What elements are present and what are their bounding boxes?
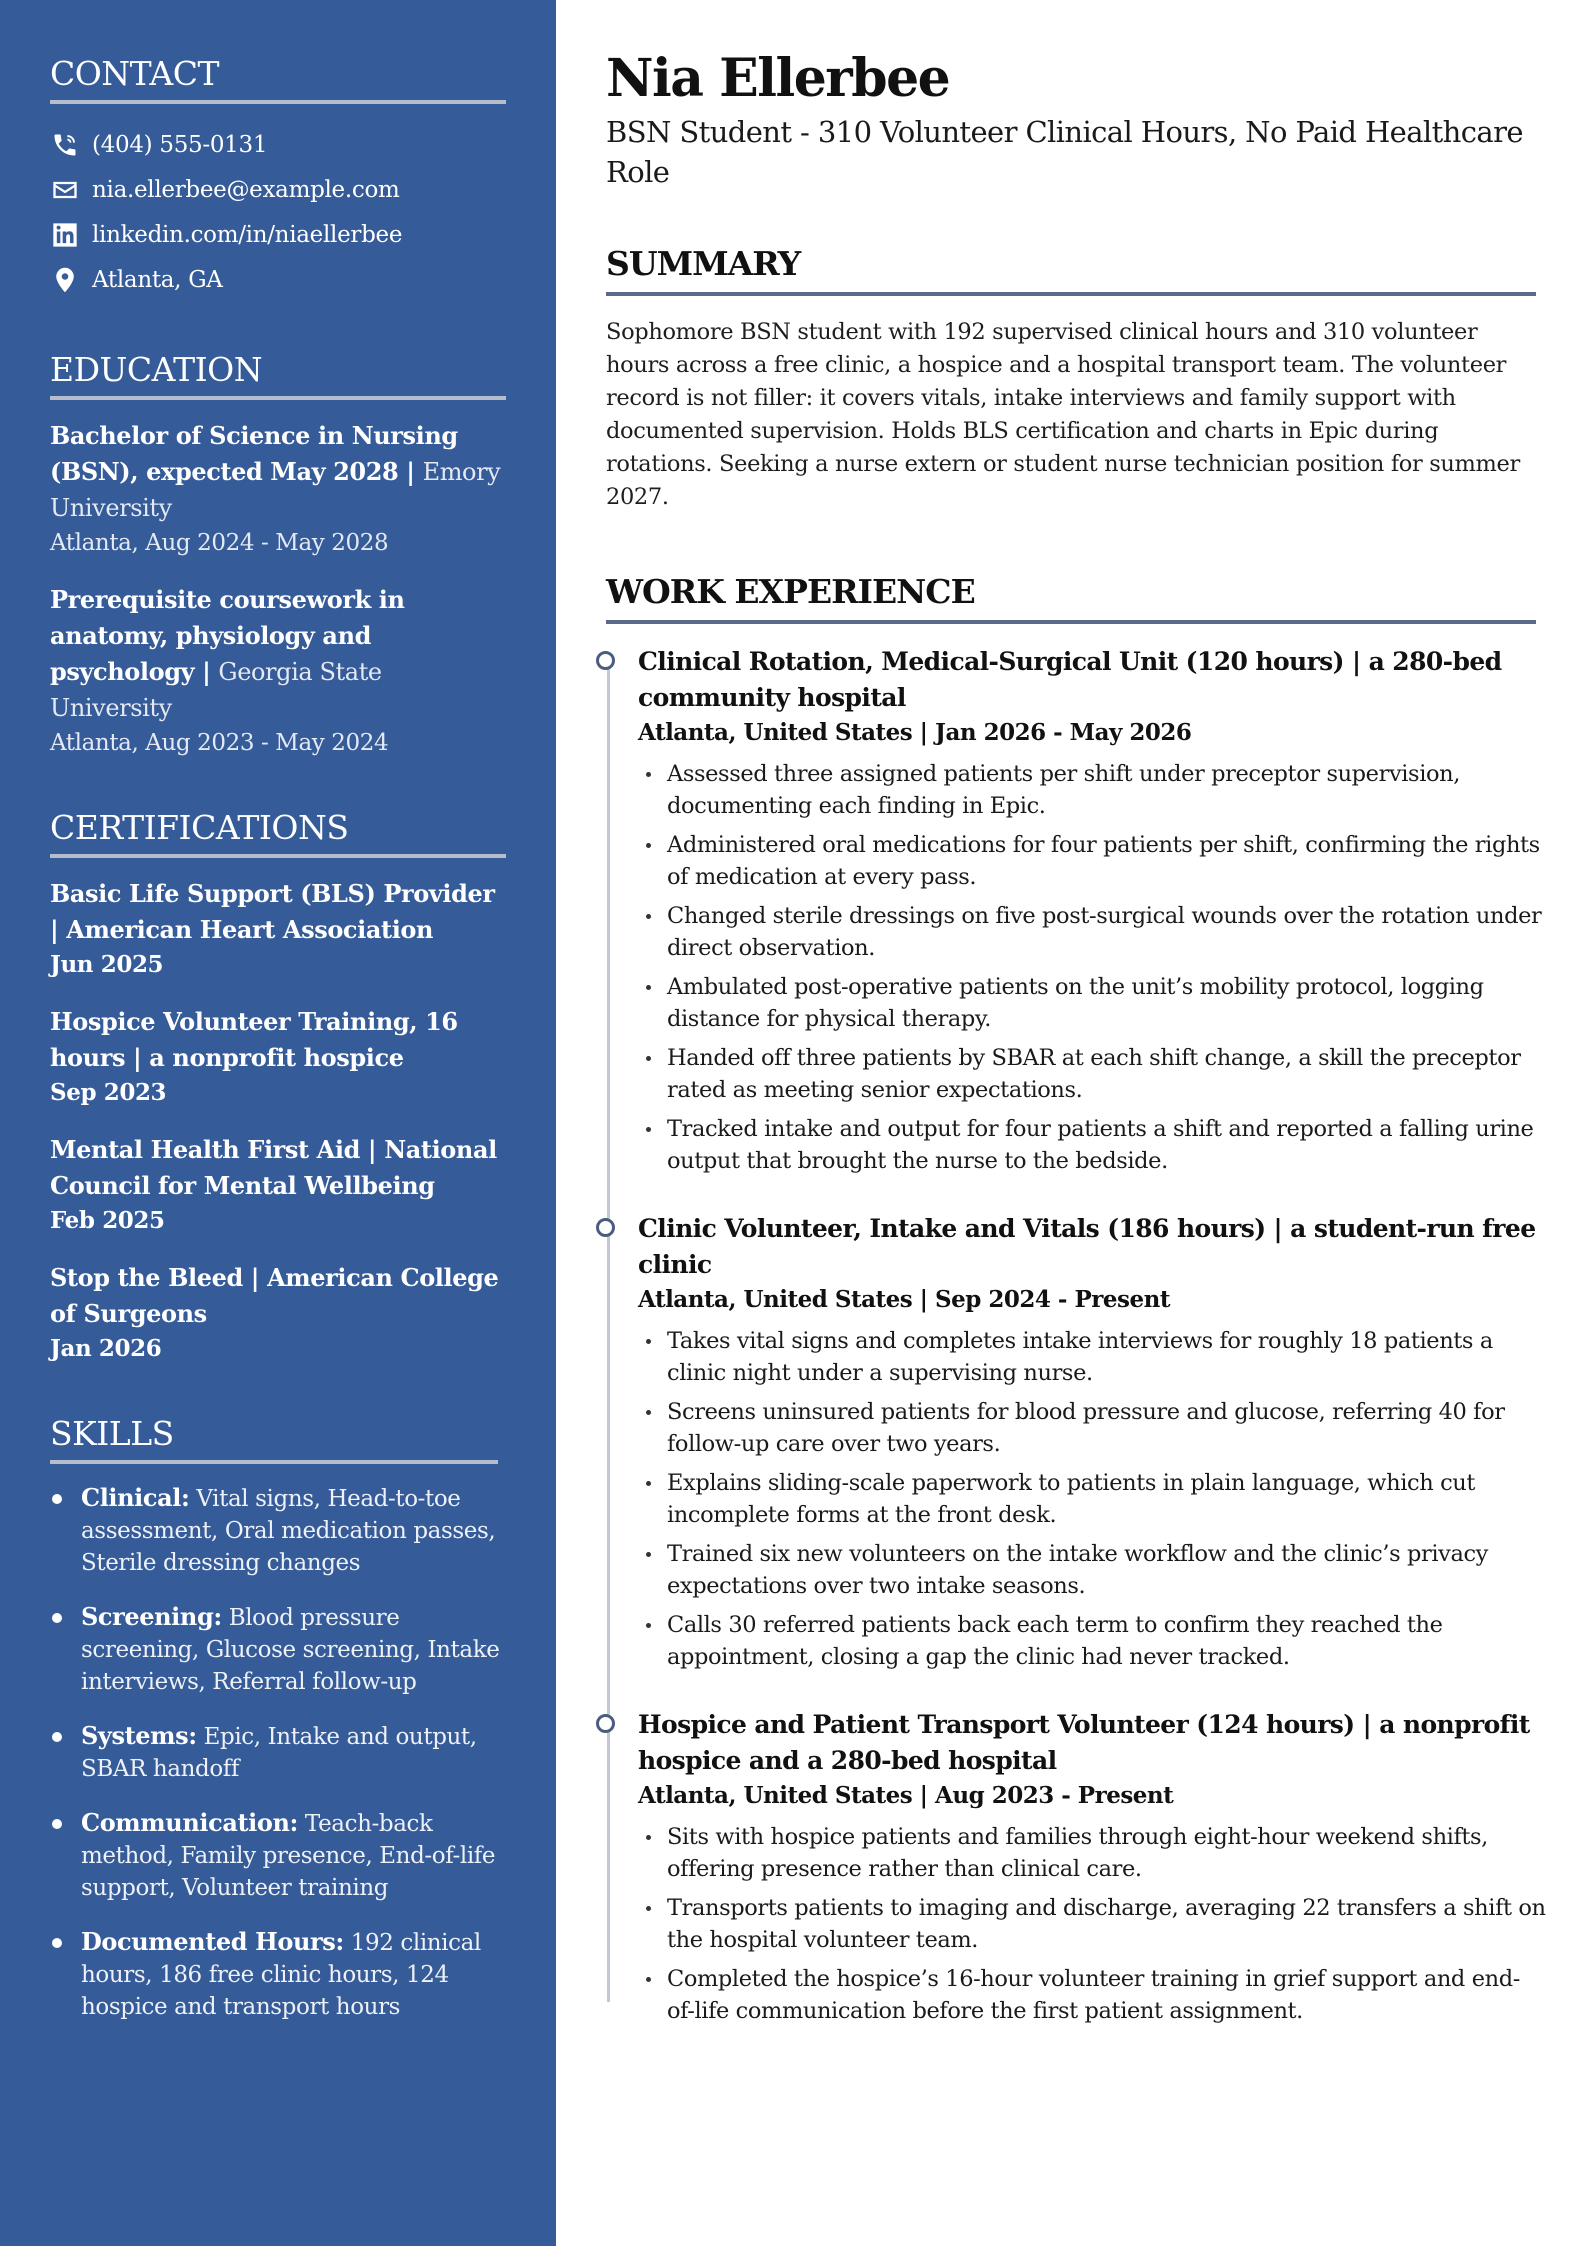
job-bullet: [638, 1892, 1546, 1956]
contact-section: [50, 54, 506, 302]
job-meta: Atlanta, United States | Jan 2026 - May 2026: [638, 719, 1192, 746]
job-entry: [606, 1707, 1546, 2027]
education-heading: EDUCATION: [50, 350, 263, 389]
job-entry: [606, 644, 1546, 1177]
job-bullet-text: Takes vital signs and completes intake interviews for roughly 18 patients a clinic night under a supervising nurse.: [667, 1328, 1493, 1386]
certification-item: [50, 1132, 506, 1238]
bullet-dot: [646, 843, 651, 848]
skill-text: 192 clinical hours, 186 free clinic hours, 124 hospice and transport hours: [81, 1930, 481, 2020]
bullet-dot: [646, 914, 651, 919]
skill-category: Communication:: [81, 1808, 298, 1837]
job-bullet: [638, 1042, 1546, 1106]
bullet-dot: [52, 1938, 62, 1948]
bullet-dot: [646, 1977, 651, 1982]
skill-text: Teach-back method, Family presence, End-of-life support, Volunteer training: [81, 1811, 496, 1901]
skill-category: Systems:: [81, 1721, 197, 1750]
skill-text: Vital signs, Head-to-toe assessment, Oral medication passes, Sterile dressing changes: [81, 1486, 496, 1576]
job-title: Hospice and Patient Transport Volunteer (124 hours) | a nonprofit hospice and a 280-bed hospital: [638, 1710, 1530, 1775]
bullet-dot: [646, 1835, 651, 1840]
bullet-dot: [646, 1623, 651, 1628]
contact-phone: [50, 122, 506, 167]
experience-divider: [606, 620, 1536, 624]
contact-divider: [50, 100, 506, 104]
skill-item: [50, 1926, 506, 2023]
job-bullet-text: Sits with hospice patients and families through eight-hour weekend shifts, offering presence rather than clinical care.: [667, 1824, 1488, 1882]
timeline-node-icon: [596, 1714, 615, 1733]
job-meta: Atlanta, United States | Sep 2024 - Present: [638, 1286, 1170, 1313]
certifications-section: [50, 808, 506, 1366]
candidate-headline: BSN Student - 310 Volunteer Clinical Hours, No Paid Healthcare Role: [606, 115, 1523, 189]
job-bullet: [638, 1609, 1546, 1673]
certification-item: [50, 876, 506, 982]
bullet-dot: [646, 772, 651, 777]
job-bullets: [638, 1821, 1546, 2027]
bullet-dot: [646, 1056, 651, 1061]
summary-text: Sophomore BSN student with 192 supervised clinical hours and 310 volunteer hours across a free clinic, a hospice and a hospital transport team. The volunteer record is not filler: it covers vitals, intake interviews and family support with documented supervision. Holds BLS certification and charts in Epic during rotations. Seeking a nurse extern or student nurse technician position for summer 2027.: [606, 319, 1520, 510]
certification-name: Stop the Bleed | American College of Surgeons: [50, 1263, 499, 1328]
skills-divider: [50, 1460, 498, 1464]
sidebar: [0, 0, 556, 2246]
bullet-dot: [646, 1127, 651, 1132]
education-school: Georgia State University: [50, 658, 382, 722]
certification-item: [50, 1260, 506, 1366]
bullet-dot: [52, 1732, 62, 1742]
linkedin-icon: [50, 220, 80, 250]
skill-text: Epic, Intake and output, SBAR handoff: [81, 1724, 477, 1782]
skill-item: [50, 1807, 506, 1904]
skills-heading: SKILLS: [50, 1414, 174, 1453]
certifications-divider: [50, 854, 506, 858]
education-section: [50, 350, 506, 760]
linkedin-text: linkedin.com/in/niaellerbee: [92, 221, 403, 248]
education-degree: Bachelor of Science in Nursing (BSN), expected May 2028: [50, 421, 458, 486]
summary-section: [606, 244, 1588, 514]
education-degree: Prerequisite coursework in anatomy, physiology and psychology: [50, 585, 405, 686]
bullet-dot: [646, 1552, 651, 1557]
location-text: Atlanta, GA: [92, 266, 223, 293]
certification-name: Basic Life Support (BLS) Provider | American Heart Association: [50, 879, 495, 944]
skills-list: [50, 1482, 506, 2023]
bullet-dot: [52, 1494, 62, 1504]
skill-item: [50, 1482, 506, 1579]
skill-text: Blood pressure screening, Glucose screening, Intake interviews, Referral follow-up: [81, 1605, 500, 1695]
summary-heading: SUMMARY: [606, 244, 801, 283]
certification-date: Sep 2023: [50, 1079, 167, 1106]
location-pin-icon: [50, 265, 80, 295]
job-bullet: [638, 1963, 1546, 2027]
skill-item: [50, 1720, 506, 1785]
email-icon: [50, 175, 80, 205]
job-bullet: [638, 1538, 1546, 1602]
education-item: [50, 418, 506, 560]
job-bullet: [638, 900, 1546, 964]
job-bullet-text: Explains sliding-scale paperwork to patients in plain language, which cut incomplete forms at the front desk.: [667, 1470, 1476, 1528]
job-bullet-text: Completed the hospice’s 16-hour volunteer training in grief support and end-of-life communication before the first patient assignment.: [667, 1966, 1520, 2024]
job-bullet-text: Tracked intake and output for four patients a shift and reported a falling urine output that brought the nurse to the bedside.: [667, 1116, 1534, 1174]
timeline-node-icon: [596, 651, 615, 670]
bullet-dot: [646, 985, 651, 990]
bullet-dot: [646, 1410, 651, 1415]
education-school: Emory University: [50, 458, 501, 522]
timeline-node-icon: [596, 1218, 615, 1237]
contact-email: [50, 167, 506, 212]
phone-text: (404) 555-0131: [92, 131, 268, 158]
job-entry: [606, 1211, 1546, 1673]
job-title: Clinic Volunteer, Intake and Vitals (186 hours) | a student-run free clinic: [638, 1214, 1536, 1279]
experience-section: [606, 572, 1588, 2027]
bullet-dot: [52, 1613, 62, 1623]
bullet-dot: [52, 1819, 62, 1829]
skill-category: Clinical:: [81, 1483, 190, 1512]
bullet-dot: [646, 1481, 651, 1486]
job-bullet-text: Calls 30 referred patients back each term to confirm they reached the appointment, closing a gap the clinic had never tracked.: [667, 1612, 1443, 1670]
certification-item: [50, 1004, 506, 1110]
certification-date: Jan 2026: [50, 1335, 162, 1362]
education-separator: |: [398, 457, 423, 486]
bullet-dot: [646, 1906, 651, 1911]
summary-divider: [606, 292, 1536, 296]
certification-name: Mental Health First Aid | National Council for Mental Wellbeing: [50, 1135, 497, 1200]
education-divider: [50, 396, 506, 400]
education-date: Atlanta, Aug 2023 - May 2024: [50, 730, 389, 756]
skill-item: [50, 1601, 506, 1698]
bullet-dot: [646, 1339, 651, 1344]
job-bullet-text: Assessed three assigned patients per shift under preceptor supervision, documenting each finding in Epic.: [667, 761, 1460, 819]
skills-section: [50, 1414, 506, 2023]
job-bullet: [638, 971, 1546, 1035]
job-meta: Atlanta, United States | Aug 2023 - Present: [638, 1782, 1174, 1809]
job-bullets: [638, 1325, 1546, 1673]
job-bullets: [638, 758, 1546, 1177]
experience-heading: WORK EXPERIENCE: [606, 572, 975, 611]
job-bullet: [638, 1821, 1546, 1885]
skill-category: Documented Hours:: [81, 1927, 344, 1956]
skill-category: Screening:: [81, 1602, 222, 1631]
education-date: Atlanta, Aug 2024 - May 2028: [50, 530, 389, 556]
job-bullet-text: Screens uninsured patients for blood pressure and glucose, referring 40 for follow-up care over two years.: [667, 1399, 1505, 1457]
main-content: [556, 0, 1588, 2246]
job-bullet: [638, 1113, 1546, 1177]
contact-location: [50, 257, 506, 302]
job-bullet-text: Administered oral medications for four patients per shift, confirming the rights of medication at every pass.: [667, 832, 1540, 890]
email-text: nia.ellerbee@example.com: [92, 176, 400, 203]
candidate-name: Nia Ellerbee: [606, 48, 950, 109]
job-bullet-text: Trained six new volunteers on the intake workflow and the clinic’s privacy expectations over two intake seasons.: [667, 1541, 1488, 1599]
education-item: [50, 582, 506, 760]
certification-name: Hospice Volunteer Training, 16 hours | a nonprofit hospice: [50, 1007, 458, 1072]
certification-date: Jun 2025: [50, 951, 164, 978]
job-bullet: [638, 758, 1546, 822]
job-bullet-text: Handed off three patients by SBAR at each shift change, a skill the preceptor rated as meeting senior expectations.: [667, 1045, 1521, 1103]
certification-date: Feb 2025: [50, 1207, 165, 1234]
job-bullet-text: Changed sterile dressings on five post-surgical wounds over the rotation under direct observation.: [667, 903, 1542, 961]
job-bullet-text: Ambulated post-operative patients on the unit’s mobility protocol, logging distance for physical therapy.: [667, 974, 1484, 1032]
job-title: Clinical Rotation, Medical-Surgical Unit (120 hours) | a 280-bed community hospital: [638, 647, 1502, 712]
certifications-heading: CERTIFICATIONS: [50, 808, 349, 847]
phone-icon: [50, 130, 80, 160]
education-separator: |: [194, 657, 219, 686]
job-bullet-text: Transports patients to imaging and discharge, averaging 22 transfers a shift on the hospital volunteer team.: [667, 1895, 1546, 1953]
contact-linkedin: [50, 212, 506, 257]
contact-heading: CONTACT: [50, 54, 219, 93]
experience-timeline: [606, 644, 1546, 2027]
job-bullet: [638, 829, 1546, 893]
job-bullet: [638, 1467, 1546, 1531]
job-bullet: [638, 1325, 1546, 1389]
job-bullet: [638, 1396, 1546, 1460]
